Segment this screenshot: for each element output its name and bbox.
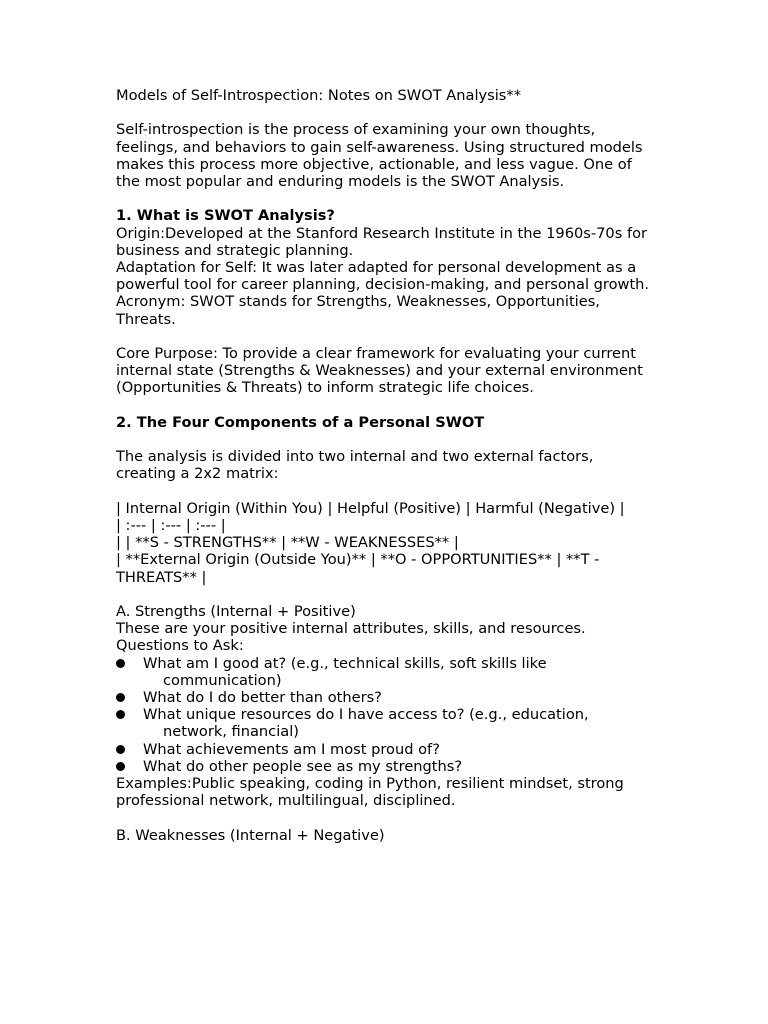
acronym-paragraph: Acronym: SWOT stands for Strengths, Weaknesses, Opportunities, Threats. [116, 293, 605, 328]
section-2-intro: The analysis is divided into two internal and two external factors, creating a 2x2 matrix: [116, 448, 599, 483]
section-1-heading: 1. What is SWOT Analysis? [116, 207, 335, 225]
origin-paragraph: Origin:Developed at the Stanford Research Institute in the 1960s-70s for business and strategic planning. [116, 224, 652, 259]
adaptation-paragraph: Adaptation for Self: It was later adapted for personal development as a powerful tool for career planning, decision-making, and personal growth. [116, 259, 650, 294]
list-item [116, 758, 656, 775]
bullet-icon [116, 762, 125, 771]
strengths-examples: Examples:Public speaking, coding in Python, resilient mindset, strong professional network, multilingual, disciplined. [116, 775, 629, 810]
list-item [116, 689, 656, 706]
bullet-icon [116, 710, 125, 719]
questions-label: Questions to Ask: [116, 637, 244, 655]
strengths-description: These are your positive internal attributes, skills, and resources. [116, 620, 586, 638]
matrix-line: | Internal Origin (Within You) | Helpful (Positive) | Harmful (Negative) | [116, 499, 625, 517]
document-title: Models of Self-Introspection: Notes on SWOT Analysis** [116, 87, 521, 104]
question-text: What am I good at? (e.g., technical skills, soft skills like communication) [143, 654, 547, 689]
section-2-heading: 2. The Four Components of a Personal SWOT [116, 413, 485, 431]
question-text: What do other people see as my strengths? [143, 757, 463, 775]
bullet-icon [116, 745, 125, 754]
question-text: What unique resources do I have access to? (e.g., education, network, financial) [143, 706, 589, 741]
question-text: What achievements am I most proud of? [143, 740, 440, 758]
core-purpose-paragraph: Core Purpose: To provide a clear framework for evaluating your current internal state (Strengths & Weaknesses) and your external environment (Opportunities & Threats) to inform strategic life choices. [116, 345, 648, 397]
matrix-line: | | **S - STRENGTHS** | **W - WEAKNESSES** | [116, 534, 459, 552]
question-text: What do I do better than others? [143, 689, 382, 706]
bullet-icon [116, 659, 125, 668]
bullet-icon [116, 693, 125, 702]
list-item [116, 741, 656, 758]
weaknesses-heading: B. Weaknesses (Internal + Negative) [116, 826, 385, 844]
matrix-line: | **External Origin (Outside You)** | **O - OPPORTUNITIES** | **T - THREATS** | [116, 551, 605, 586]
document-body [116, 87, 656, 844]
list-item [116, 655, 656, 689]
strengths-heading: A. Strengths (Internal + Positive) [116, 602, 356, 620]
list-item [116, 706, 656, 740]
intro-paragraph: Self-introspection is the process of examining your own thoughts, feelings, and behaviors to gain self-awareness. Using structured models makes this process more objective, actionable, and less vague. One of the most popular and enduring models is the SWOT Analysis. [116, 121, 648, 190]
matrix-line: | :--- | :--- | :--- | [116, 516, 226, 534]
questions-list [116, 655, 656, 775]
